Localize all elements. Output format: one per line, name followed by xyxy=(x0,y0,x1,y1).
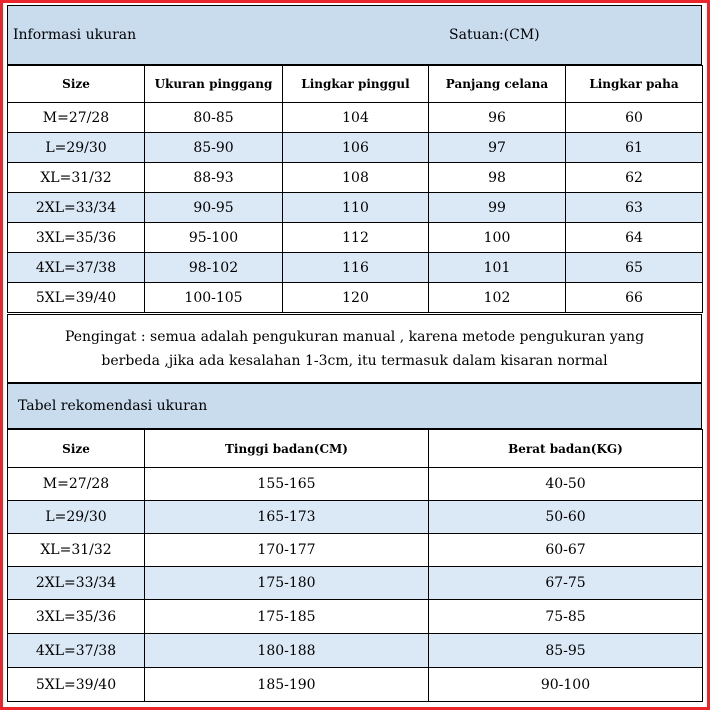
header-cell: Tinggi badan(CM) xyxy=(145,430,429,468)
table-cell: 4XL=37/38 xyxy=(8,634,145,668)
table-row xyxy=(8,501,703,534)
table-header-row xyxy=(8,430,703,468)
header-cell: Ukuran pinggang xyxy=(145,66,283,103)
table-row xyxy=(8,567,703,600)
table-cell: 60-67 xyxy=(429,534,703,567)
table-cell: L=29/30 xyxy=(8,133,145,163)
table-cell: 5XL=39/40 xyxy=(8,283,145,313)
table-cell: 80-85 xyxy=(145,103,283,133)
table-row xyxy=(8,600,703,634)
table-cell: 2XL=33/34 xyxy=(8,193,145,223)
table-cell: 3XL=35/36 xyxy=(8,600,145,634)
unit-label: Satuan:(CM) xyxy=(449,27,540,43)
table-cell: 104 xyxy=(283,103,429,133)
table-cell: 63 xyxy=(566,193,703,223)
table-cell: 110 xyxy=(283,193,429,223)
recommendation-header-band xyxy=(7,383,702,429)
header-cell: Berat badan(KG) xyxy=(429,430,703,468)
table-cell: 112 xyxy=(283,223,429,253)
table-cell: 99 xyxy=(429,193,566,223)
table-row xyxy=(8,468,703,501)
table-cell: 61 xyxy=(566,133,703,163)
table-row xyxy=(8,253,703,283)
note-line-1: Pengingat : semua adalah pengukuran manual , karena metode pengukuran yang xyxy=(64,329,645,345)
measurement-note xyxy=(7,314,702,383)
table-cell: 65 xyxy=(566,253,703,283)
table-cell: 185-190 xyxy=(145,668,429,702)
table-cell: 165-173 xyxy=(145,501,429,534)
table-cell: 180-188 xyxy=(145,634,429,668)
table-cell: M=27/28 xyxy=(8,103,145,133)
table-cell: 85-90 xyxy=(145,133,283,163)
header-cell: Size xyxy=(8,66,145,103)
table-cell: 106 xyxy=(283,133,429,163)
table-row xyxy=(8,163,703,193)
table-cell: 3XL=35/36 xyxy=(8,223,145,253)
table-cell: 155-165 xyxy=(145,468,429,501)
recommendation-table xyxy=(7,429,703,702)
table-header-row xyxy=(8,66,703,103)
table-cell: 100-105 xyxy=(145,283,283,313)
table-cell: 96 xyxy=(429,103,566,133)
table-cell: 62 xyxy=(566,163,703,193)
table-cell: 60 xyxy=(566,103,703,133)
table-cell: 102 xyxy=(429,283,566,313)
table-cell: 2XL=33/34 xyxy=(8,567,145,600)
table-cell: 85-95 xyxy=(429,634,703,668)
table-row xyxy=(8,283,703,313)
table-cell: L=29/30 xyxy=(8,501,145,534)
table-row xyxy=(8,193,703,223)
table-cell: 101 xyxy=(429,253,566,283)
table-cell: 90-100 xyxy=(429,668,703,702)
table-row xyxy=(8,133,703,163)
recommendation-title: Tabel rekomendasi ukuran xyxy=(18,398,208,414)
note-line-2: berbeda ,jika ada kesalahan 1-3cm, itu termasuk dalam kisaran normal xyxy=(101,353,608,369)
header-cell: Panjang celana xyxy=(429,66,566,103)
table-row xyxy=(8,103,703,133)
table-cell: XL=31/32 xyxy=(8,534,145,567)
table-cell: 98 xyxy=(429,163,566,193)
table-cell: XL=31/32 xyxy=(8,163,145,193)
table-cell: 66 xyxy=(566,283,703,313)
table-cell: 175-180 xyxy=(145,567,429,600)
table-row xyxy=(8,223,703,253)
table-cell: 90-95 xyxy=(145,193,283,223)
table-cell: 67-75 xyxy=(429,567,703,600)
size-info-table xyxy=(7,65,703,313)
table-cell: 108 xyxy=(283,163,429,193)
table-row xyxy=(8,634,703,668)
table-cell: 175-185 xyxy=(145,600,429,634)
table-cell: 100 xyxy=(429,223,566,253)
table-cell: 50-60 xyxy=(429,501,703,534)
size-info-header-band xyxy=(7,5,702,65)
header-cell: Lingkar pinggul xyxy=(283,66,429,103)
table-cell: 120 xyxy=(283,283,429,313)
table-cell: 4XL=37/38 xyxy=(8,253,145,283)
table-cell: 170-177 xyxy=(145,534,429,567)
table-cell: 97 xyxy=(429,133,566,163)
table-cell: 64 xyxy=(566,223,703,253)
table-cell: 75-85 xyxy=(429,600,703,634)
table-cell: 95-100 xyxy=(145,223,283,253)
table-cell: M=27/28 xyxy=(8,468,145,501)
header-cell: Size xyxy=(8,430,145,468)
table-row xyxy=(8,534,703,567)
table-cell: 40-50 xyxy=(429,468,703,501)
table-cell: 88-93 xyxy=(145,163,283,193)
table-cell: 116 xyxy=(283,253,429,283)
table-row xyxy=(8,668,703,702)
header-cell: Lingkar paha xyxy=(566,66,703,103)
table-cell: 98-102 xyxy=(145,253,283,283)
table-cell: 5XL=39/40 xyxy=(8,668,145,702)
size-info-title: Informasi ukuran xyxy=(13,27,137,43)
